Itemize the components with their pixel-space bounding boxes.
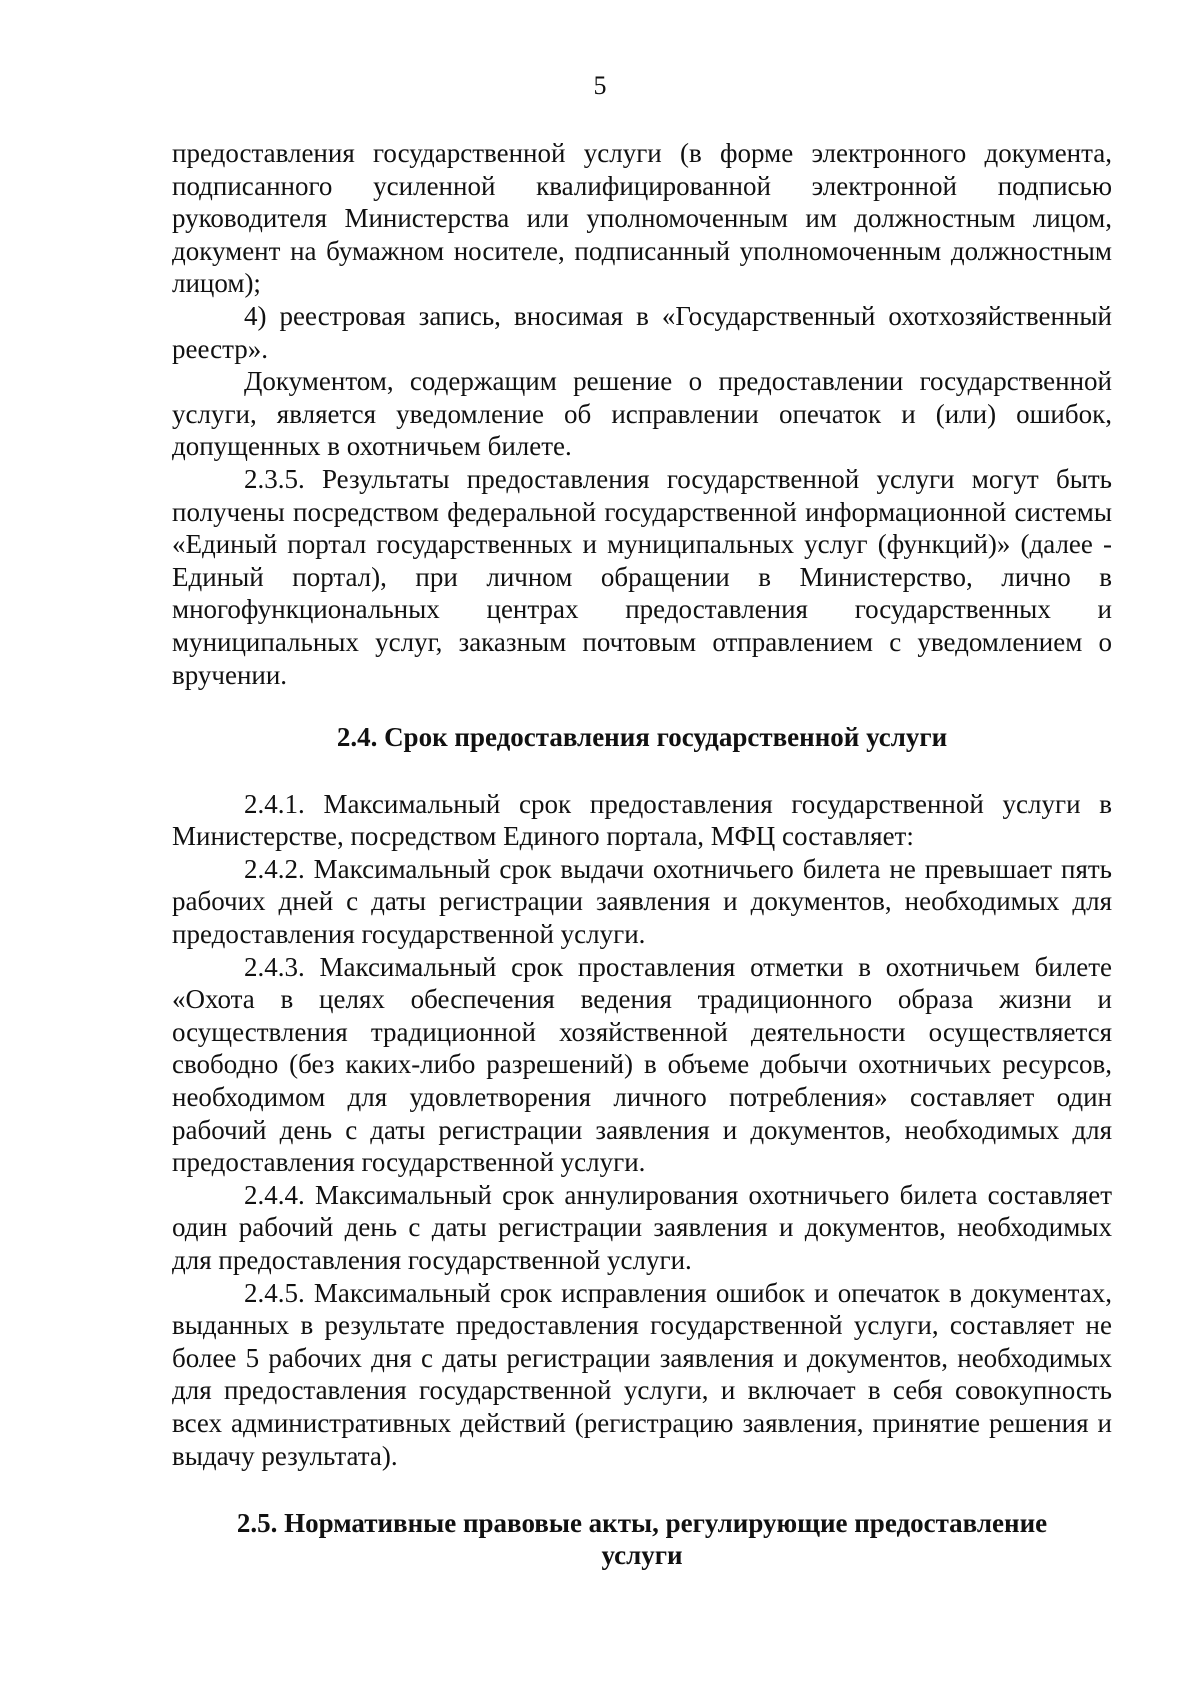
paragraph-2-4-5: 2.4.5. Максимальный срок исправления ошибок и опечаток в документах, выданных в результате предоставления государственной услуги, составляет не более 5 рабочих дня с даты регистрации заявления и документов, необходимых для предоставления государственной услуги, и включает в себя совокупность всех административных действий (регистрацию заявления, принятие решения и выдачу результата).	[172, 1277, 1112, 1471]
paragraph-2-3-5: 2.3.5. Результаты предоставления государственной услуги могут быть получены посредством федеральной государственной информационной системы «Единый портал государственных и муниципальных услуг (функций)» (далее - Единый портал), при личном обращении в Министерство, лично в многофункциональных центрах предоставления государственных и муниципальных услуг, заказным почтовым отправлением с уведомлением о вручении.	[172, 463, 1112, 690]
paragraph-2-4-3: 2.4.3. Максимальный срок проставления отметки в охотничьем билете «Охота в целях обеспечения ведения традиционного образа жизни и осуществления традиционной хозяйственной деятельности осуществляется свободно (без каких-либо разрешений) в объеме добычи охотничьих ресурсов, необходимом для удовлетворения личного потребления» составляет один рабочий день с даты регистрации заявления и документов, необходимых для предоставления государственной услуги.	[172, 951, 1112, 1178]
paragraph-2-4-4: 2.4.4. Максимальный срок аннулирования охотничьего билета составляет один рабочий день с даты регистрации заявления и документов, необходимых для предоставления государственной услуги.	[172, 1179, 1112, 1275]
section-heading-2-5-line-1: 2.5. Нормативные правовые акты, регулирующие предоставление	[236, 1508, 1048, 1539]
section-heading-2-4: 2.4. Срок предоставления государственной услуги	[336, 722, 948, 753]
page-number: 5	[593, 71, 607, 100]
paragraph-2-4-2: 2.4.2. Максимальный срок выдачи охотничьего билета не превышает пять рабочих дней с даты регистрации заявления и документов, необходимых для предоставления государственной услуги.	[172, 853, 1112, 950]
section-heading-2-5-line-2: услуги	[601, 1540, 683, 1571]
paragraph-2-4-1: 2.4.1. Максимальный срок предоставления государственной услуги в Министерстве, посредством Единого портала, МФЦ составляет:	[172, 788, 1112, 852]
paragraph-continuation: предоставления государственной услуги (в форме электронного документа, подписанного усиленной квалифицированной электронной подписью руководителя Министерства или уполномоченным им должностным лицом, документ на бумажном носителе, подписанный уполномоченным должностным лицом);	[172, 138, 1112, 299]
section-heading-2-5	[172, 1507, 1112, 1571]
paragraph-item-4: 4) реестровая запись, вносимая в «Государственный охотхозяйственный реестр».	[172, 300, 1112, 364]
paragraph-decision-document: Документом, содержащим решение о предоставлении государственной услуги, является уведомление об исправлении опечаток и (или) ошибок, допущенных в охотничьем билете.	[172, 366, 1112, 462]
document-body	[172, 137, 1112, 1571]
